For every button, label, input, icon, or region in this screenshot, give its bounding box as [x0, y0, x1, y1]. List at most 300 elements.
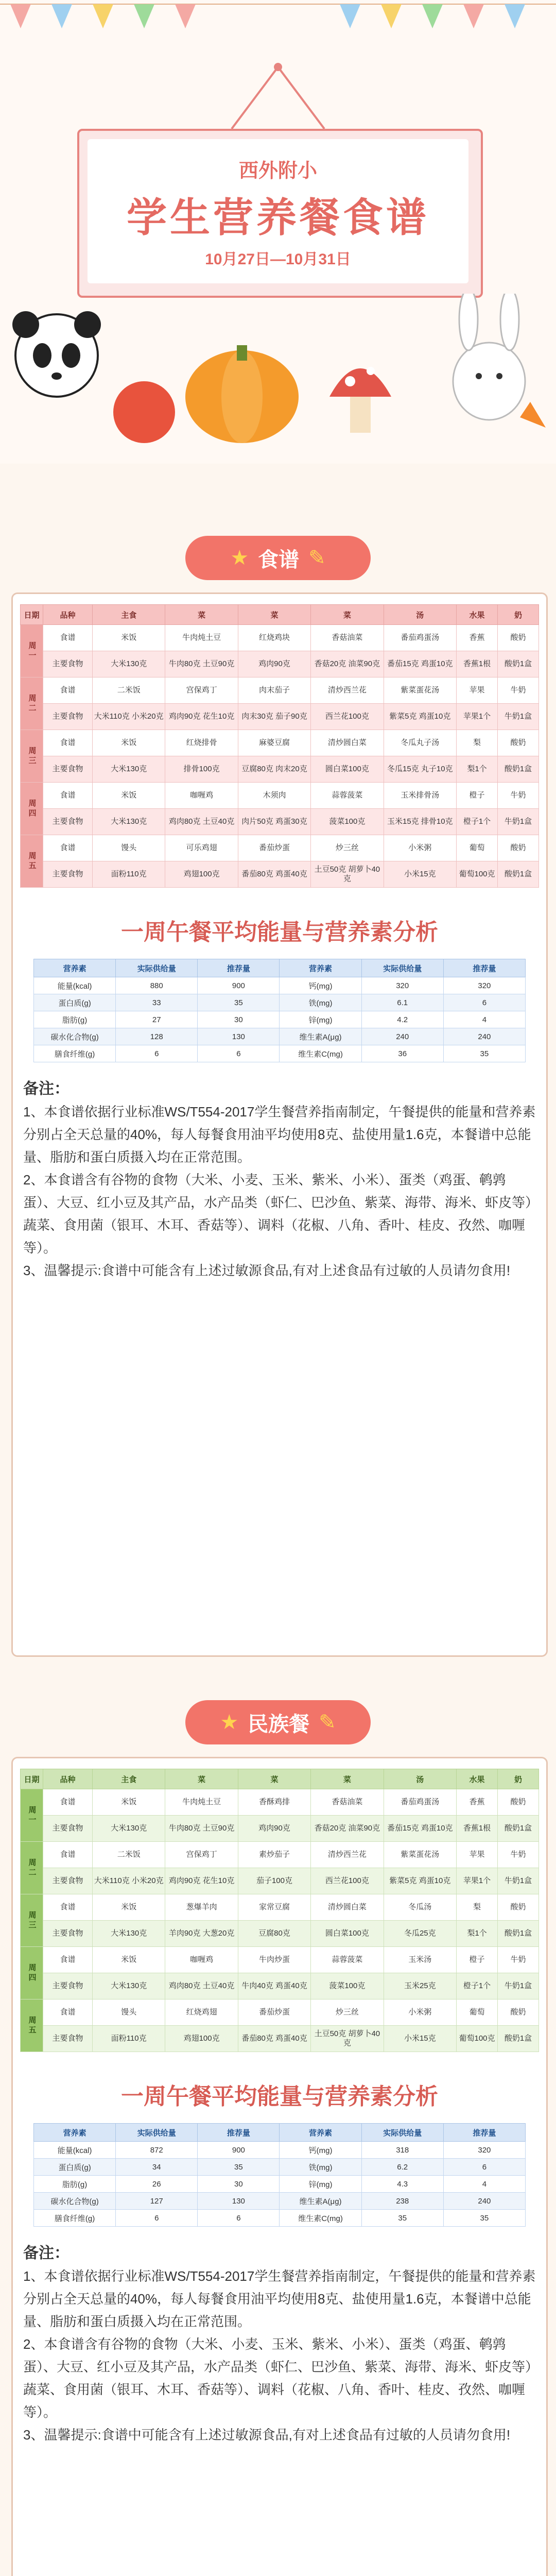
column-header: 推荐量	[443, 959, 525, 977]
table-row	[21, 625, 539, 651]
table-row	[21, 1947, 539, 1973]
table-row	[21, 730, 539, 756]
table-cell: 茄子100克	[238, 1868, 310, 1894]
table-cell: 冬瓜丸子汤	[384, 730, 456, 756]
menu-panel	[11, 592, 548, 1657]
table-cell: 酸奶	[498, 1894, 539, 1921]
table-cell: 牛奶	[498, 677, 539, 704]
table-cell: 35	[443, 1045, 525, 1062]
table-cell: 320	[443, 2142, 525, 2159]
analysis-2-table	[33, 2123, 526, 2227]
table-cell: 鸡肉90克 花生10克	[165, 704, 238, 730]
column-header: 菜	[165, 1769, 238, 1789]
table-cell: 豆腐80克 肉末20克	[238, 756, 310, 783]
table-cell: 冬瓜25克	[384, 1921, 456, 1947]
table-row	[21, 1973, 539, 1999]
table-cell: 35	[361, 2210, 443, 2227]
table-cell: 橙子	[457, 783, 498, 809]
analysis-2-header	[13, 2078, 546, 2111]
table-cell: 鸡肉90克 花生10克	[165, 1868, 238, 1894]
table-cell: 可乐鸡翅	[165, 835, 238, 861]
table-row	[21, 1789, 539, 1816]
table-cell: 26	[116, 2176, 198, 2193]
table-cell: 葡萄	[457, 1999, 498, 2026]
kind-cell: 食谱	[43, 1789, 93, 1816]
column-header: 主食	[93, 605, 165, 625]
column-header: 营养素	[34, 2124, 116, 2142]
column-header: 推荐量	[443, 2124, 525, 2142]
table-cell: 香蕉1根	[457, 651, 498, 677]
day-cell: 周二	[21, 677, 43, 730]
table-cell: 玉米15克 排骨10克	[384, 809, 456, 835]
ethnic-table-wrap	[20, 1769, 539, 2052]
table-cell: 酸奶	[498, 835, 539, 861]
table-cell: 维生素C(mg)	[280, 2210, 361, 2227]
table-cell: 玉米排骨汤	[384, 783, 456, 809]
table-cell: 素炒茄子	[238, 1842, 310, 1868]
table-row	[21, 704, 539, 730]
table-cell: 宫保鸡丁	[165, 1842, 238, 1868]
ethnic-table	[20, 1769, 539, 2052]
table-cell: 肉末茄子	[238, 677, 310, 704]
table-cell: 320	[361, 977, 443, 994]
table-cell: 238	[361, 2193, 443, 2210]
table-row	[21, 1921, 539, 1947]
menu-section-badge-wrap	[185, 536, 371, 580]
table-cell: 34	[116, 2159, 198, 2176]
table-cell: 番茄15克 鸡蛋10克	[384, 1816, 456, 1842]
table-cell: 128	[116, 1028, 198, 1045]
table-row	[21, 651, 539, 677]
analysis-2-header-row	[34, 2124, 526, 2142]
table-cell: 葡萄	[457, 835, 498, 861]
table-cell: 香蕉1根	[457, 1816, 498, 1842]
table-cell: 维生素A(μg)	[280, 2193, 361, 2210]
kind-cell: 主要食物	[43, 1868, 93, 1894]
table-cell: 蛋白质(g)	[34, 2159, 116, 2176]
kind-cell: 食谱	[43, 835, 93, 861]
table-cell: 鸡肉90克	[238, 1816, 310, 1842]
notes-2-item: 1、本食谱依据行业标准WS/T554-2017学生餐营养指南制定，午餐提供的能量和营养素分别占全天总量的40%，每人每餐食用油平均使用8克、盐使用量1.6克，本餐谱中总能量、脂肪和蛋白质摄入均在正常范围。	[23, 2268, 536, 2329]
star-icon: ★	[230, 547, 249, 569]
menu-table-body	[21, 625, 539, 888]
table-row	[34, 994, 526, 1011]
table-cell: 880	[116, 977, 198, 994]
table-cell: 面粉110克	[93, 2026, 165, 2052]
table-cell: 大米130克	[93, 1973, 165, 1999]
table-cell: 紫菜5克 鸡蛋10克	[384, 704, 456, 730]
table-cell: 大米130克	[93, 1816, 165, 1842]
table-cell: 二米饭	[93, 677, 165, 704]
table-row	[21, 1816, 539, 1842]
table-cell: 炒三丝	[311, 1999, 384, 2026]
column-header: 奶	[498, 1769, 539, 1789]
table-cell: 240	[443, 2193, 525, 2210]
table-cell: 牛奶	[498, 783, 539, 809]
table-cell: 大米110克 小米20克	[93, 704, 165, 730]
kind-cell: 食谱	[43, 1842, 93, 1868]
table-cell: 麻婆豆腐	[238, 730, 310, 756]
table-cell: 米饭	[93, 625, 165, 651]
table-cell: 苹果1个	[457, 1868, 498, 1894]
table-cell: 6	[198, 2210, 280, 2227]
table-cell: 900	[198, 977, 280, 994]
page-title: 学生营养餐食谱	[126, 195, 429, 240]
analysis-1-table-wrap	[33, 959, 526, 1062]
table-cell: 番茄鸡蛋汤	[384, 1789, 456, 1816]
table-cell: 4	[443, 2176, 525, 2193]
kind-cell: 主要食物	[43, 1973, 93, 1999]
column-header: 菜	[165, 605, 238, 625]
table-cell: 铁(mg)	[280, 994, 361, 1011]
kind-cell: 主要食物	[43, 651, 93, 677]
table-cell: 能量(kcal)	[34, 2142, 116, 2159]
day-cell: 周三	[21, 1894, 43, 1947]
table-cell: 酸奶1盒	[498, 1816, 539, 1842]
table-cell: 香菇油菜	[311, 625, 384, 651]
school-short-name: 西外附小	[238, 160, 317, 182]
notes-2-heading: 备注：	[23, 2245, 70, 2262]
column-header: 汤	[384, 605, 456, 625]
column-header: 水果	[457, 1769, 498, 1789]
notes-1-item: 3、温馨提示:食谱中可能含有上述过敏源食品,有对上述食品有过敏的人员请勿食用!	[23, 1263, 511, 1278]
analysis-1-title: 一周午餐平均能量与营养素分析	[121, 920, 438, 945]
column-header: 奶	[498, 605, 539, 625]
kind-cell: 主要食物	[43, 861, 93, 888]
notes-2-item: 2、本食谱含有谷物的食物（大米、小麦、玉米、紫米、小米）、蛋类（鸡蛋、鹌鹑蛋）、大豆、红小豆及其产品，水产品类（虾仁、巴沙鱼、紫菜、海带、海米、虾皮等）蔬菜、食用菌（银耳、木耳、香菇等）、调料（花椒、八角、香叶、桂皮、孜然、咖喱等）。	[23, 2336, 532, 2420]
table-cell: 大米130克	[93, 756, 165, 783]
table-row	[34, 2210, 526, 2227]
table-cell: 家常豆腐	[238, 1894, 310, 1921]
column-header: 推荐量	[198, 2124, 280, 2142]
table-cell: 牛肉炖土豆	[165, 625, 238, 651]
table-cell: 鸡翅100克	[165, 861, 238, 888]
menu-table-header	[21, 605, 539, 625]
table-cell: 小米粥	[384, 1999, 456, 2026]
table-cell: 能量(kcal)	[34, 977, 116, 994]
column-header: 营养素	[280, 2124, 361, 2142]
table-cell: 苹果1个	[457, 704, 498, 730]
kind-cell: 主要食物	[43, 1816, 93, 1842]
table-row	[21, 1894, 539, 1921]
table-cell: 番茄80克 鸡蛋40克	[238, 861, 310, 888]
menu-table-wrap	[20, 604, 539, 888]
day-cell: 周一	[21, 625, 43, 677]
day-cell: 周五	[21, 1999, 43, 2052]
table-cell: 肉片50克 鸡蛋30克	[238, 809, 310, 835]
notes-1-heading: 备注：	[23, 1080, 70, 1097]
table-cell: 梨1个	[457, 756, 498, 783]
table-cell: 大米130克	[93, 809, 165, 835]
table-cell: 牛奶1盒	[498, 1973, 539, 1999]
table-cell: 318	[361, 2142, 443, 2159]
table-cell: 木须肉	[238, 783, 310, 809]
table-cell: 牛肉炖土豆	[165, 1789, 238, 1816]
table-cell: 番茄炒蛋	[238, 1999, 310, 2026]
table-row	[21, 835, 539, 861]
table-cell: 冬瓜15克 丸子10克	[384, 756, 456, 783]
kind-cell: 食谱	[43, 1894, 93, 1921]
kind-cell: 主要食物	[43, 756, 93, 783]
table-cell: 西兰花100克	[311, 704, 384, 730]
table-cell: 番茄炒蛋	[238, 835, 310, 861]
table-cell: 320	[443, 977, 525, 994]
table-cell: 红烧排骨	[165, 730, 238, 756]
table-cell: 4.3	[361, 2176, 443, 2193]
table-cell: 玉米25克	[384, 1973, 456, 1999]
pencil-icon: ✎	[308, 547, 326, 569]
kind-cell: 主要食物	[43, 704, 93, 730]
star-icon: ★	[220, 1711, 239, 1734]
table-row	[21, 809, 539, 835]
table-cell: 紫菜蛋花汤	[384, 677, 456, 704]
table-cell: 牛肉炒蛋	[238, 1947, 310, 1973]
table-cell: 香蕉	[457, 625, 498, 651]
table-cell: 膳食纤维(g)	[34, 1045, 116, 1062]
analysis-2-title: 一周午餐平均能量与营养素分析	[121, 2084, 438, 2109]
table-cell: 脂肪(g)	[34, 2176, 116, 2193]
table-cell: 35	[443, 2210, 525, 2227]
table-cell: 梨1个	[457, 1921, 498, 1947]
table-cell: 127	[116, 2193, 198, 2210]
table-cell: 鸡肉90克	[238, 651, 310, 677]
notes-1-item: 1、本食谱依据行业标准WS/T554-2017学生餐营养指南制定，午餐提供的能量和营养素分别占全天总量的40%，每人每餐食用油平均使用8克、盐使用量1.6克，本餐谱中总能量、脂肪和蛋白质摄入均在正常范围。	[23, 1104, 536, 1165]
table-cell: 西兰花100克	[311, 1868, 384, 1894]
table-cell: 苹果	[457, 1842, 498, 1868]
table-cell: 小米粥	[384, 835, 456, 861]
table-cell: 米饭	[93, 730, 165, 756]
table-cell: 酸奶	[498, 625, 539, 651]
table-cell: 番茄鸡蛋汤	[384, 625, 456, 651]
table-cell: 35	[198, 2159, 280, 2176]
analysis-1-header-row	[34, 959, 526, 977]
day-cell: 周四	[21, 783, 43, 835]
table-cell: 橙子1个	[457, 809, 498, 835]
table-cell: 香菇20克 油菜90克	[311, 651, 384, 677]
day-cell: 周二	[21, 1842, 43, 1894]
table-cell: 蛋白质(g)	[34, 994, 116, 1011]
table-cell: 红烧鸡翅	[165, 1999, 238, 2026]
table-cell: 馒头	[93, 1999, 165, 2026]
table-cell: 锌(mg)	[280, 1011, 361, 1028]
column-header: 品种	[43, 1769, 93, 1789]
table-cell: 番茄15克 鸡蛋10克	[384, 651, 456, 677]
notes-2-item: 3、温馨提示:食谱中可能含有上述过敏源食品,有对上述食品有过敏的人员请勿食用!	[23, 2427, 511, 2443]
table-cell: 维生素C(mg)	[280, 1045, 361, 1062]
analysis-2-body	[34, 2142, 526, 2227]
ethnic-section-badge-wrap	[185, 1700, 371, 1744]
table-cell: 钙(mg)	[280, 977, 361, 994]
column-header: 品种	[43, 605, 93, 625]
ethnic-table-header	[21, 1769, 539, 1789]
column-header: 实际供给量	[116, 959, 198, 977]
table-cell: 鸡肉80克 土豆40克	[165, 1973, 238, 1999]
table-cell: 羊肉90克 大葱20克	[165, 1921, 238, 1947]
kind-cell: 食谱	[43, 730, 93, 756]
table-cell: 清炒圆白菜	[311, 730, 384, 756]
table-cell: 4.2	[361, 1011, 443, 1028]
column-header: 日期	[21, 605, 43, 625]
table-cell: 牛奶	[498, 1842, 539, 1868]
table-cell: 葱爆羊肉	[165, 1894, 238, 1921]
table-cell: 130	[198, 1028, 280, 1045]
table-cell: 香蕉	[457, 1789, 498, 1816]
table-row	[21, 756, 539, 783]
table-cell: 872	[116, 2142, 198, 2159]
table-cell: 240	[443, 1028, 525, 1045]
table-cell: 圆白菜100克	[311, 756, 384, 783]
day-cell: 周五	[21, 835, 43, 888]
table-cell: 豆腐80克	[238, 1921, 310, 1947]
table-cell: 6	[116, 1045, 198, 1062]
table-cell: 米饭	[93, 1947, 165, 1973]
table-cell: 肉末30克 茄子90克	[238, 704, 310, 730]
column-header: 日期	[21, 1769, 43, 1789]
table-cell: 苹果	[457, 677, 498, 704]
table-cell: 香菇油菜	[311, 1789, 384, 1816]
table-cell: 33	[116, 994, 198, 1011]
table-cell: 240	[361, 1028, 443, 1045]
table-cell: 红烧鸡块	[238, 625, 310, 651]
table-cell: 4	[443, 1011, 525, 1028]
table-cell: 冬瓜汤	[384, 1894, 456, 1921]
table-cell: 二米饭	[93, 1842, 165, 1868]
table-cell: 小米15克	[384, 2026, 456, 2052]
table-row	[34, 1011, 526, 1028]
table-cell: 鸡翅100克	[165, 2026, 238, 2052]
table-row	[34, 2176, 526, 2193]
table-cell: 小米15克	[384, 861, 456, 888]
analysis-2-table-wrap	[33, 2123, 526, 2227]
table-cell: 6.1	[361, 994, 443, 1011]
table-cell: 橙子	[457, 1947, 498, 1973]
table-cell: 圆白菜100克	[311, 1921, 384, 1947]
column-header: 实际供给量	[361, 959, 443, 977]
kind-cell: 食谱	[43, 625, 93, 651]
table-cell: 牛肉80克 土豆90克	[165, 651, 238, 677]
table-cell: 6	[443, 2159, 525, 2176]
column-header: 实际供给量	[116, 2124, 198, 2142]
table-cell: 葡萄100克	[457, 861, 498, 888]
table-cell: 6	[443, 994, 525, 1011]
table-cell: 土豆50克 胡萝卜40克	[311, 2026, 384, 2052]
table-row	[21, 677, 539, 704]
table-row	[34, 2193, 526, 2210]
table-cell: 咖喱鸡	[165, 783, 238, 809]
kind-cell: 食谱	[43, 1999, 93, 2026]
table-cell: 米饭	[93, 783, 165, 809]
column-header: 水果	[457, 605, 498, 625]
ethnic-section-title: 民族餐	[248, 1713, 310, 1736]
table-cell: 清炒圆白菜	[311, 1894, 384, 1921]
bunting-decoration	[0, 0, 556, 36]
ethnic-section-badge	[185, 1700, 371, 1744]
table-cell: 排骨100克	[165, 756, 238, 783]
table-cell: 130	[198, 2193, 280, 2210]
table-cell: 36	[361, 1045, 443, 1062]
table-cell: 葡萄100克	[457, 2026, 498, 2052]
hero-header	[0, 0, 556, 464]
table-cell: 牛肉40克 鸡蛋40克	[238, 1973, 310, 1999]
table-cell: 维生素A(μg)	[280, 1028, 361, 1045]
hanging-sign-hook	[221, 62, 335, 129]
analysis-1-header	[13, 913, 546, 946]
ethnic-table-body	[21, 1789, 539, 2052]
table-cell: 锌(mg)	[280, 2176, 361, 2193]
table-cell: 酸奶1盒	[498, 861, 539, 888]
date-range: 10月27日—10月31日	[205, 251, 351, 268]
table-cell: 米饭	[93, 1789, 165, 1816]
table-cell: 酸奶1盒	[498, 1921, 539, 1947]
column-header: 菜	[238, 605, 310, 625]
table-cell: 米饭	[93, 1894, 165, 1921]
column-header: 营养素	[280, 959, 361, 977]
table-cell: 菠菜100克	[311, 1973, 384, 1999]
table-cell: 土豆50克 胡萝卜40克	[311, 861, 384, 888]
table-cell: 牛奶1盒	[498, 1868, 539, 1894]
table-cell: 6	[116, 2210, 198, 2227]
table-cell: 清炒西兰花	[311, 677, 384, 704]
column-header: 菜	[238, 1769, 310, 1789]
table-cell: 梨	[457, 730, 498, 756]
table-row	[21, 1868, 539, 1894]
day-cell: 周三	[21, 730, 43, 783]
column-header: 实际供给量	[361, 2124, 443, 2142]
table-cell: 紫菜5克 鸡蛋10克	[384, 1868, 456, 1894]
column-header: 菜	[311, 1769, 384, 1789]
food-illustration	[0, 294, 556, 448]
column-header: 营养素	[34, 959, 116, 977]
table-cell: 炒三丝	[311, 835, 384, 861]
table-cell: 酸奶	[498, 1999, 539, 2026]
kind-cell: 食谱	[43, 1947, 93, 1973]
table-cell: 紫菜蛋花汤	[384, 1842, 456, 1868]
table-cell: 馒头	[93, 835, 165, 861]
table-cell: 脂肪(g)	[34, 1011, 116, 1028]
menu-section-title: 食谱	[258, 548, 300, 571]
table-cell: 6	[198, 1045, 280, 1062]
table-cell: 番茄80克 鸡蛋40克	[238, 2026, 310, 2052]
table-cell: 咖喱鸡	[165, 1947, 238, 1973]
table-cell: 35	[198, 994, 280, 1011]
table-cell: 蒜蓉菠菜	[311, 783, 384, 809]
table-cell: 30	[198, 1011, 280, 1028]
table-cell: 铁(mg)	[280, 2159, 361, 2176]
table-row	[21, 1999, 539, 2026]
notes-2	[23, 2242, 536, 2446]
table-cell: 30	[198, 2176, 280, 2193]
table-cell: 玉米汤	[384, 1947, 456, 1973]
table-cell: 香菇20克 油菜90克	[311, 1816, 384, 1842]
table-cell: 橙子1个	[457, 1973, 498, 1999]
table-row	[21, 783, 539, 809]
column-header: 菜	[311, 605, 384, 625]
column-header: 汤	[384, 1769, 456, 1789]
table-cell: 牛肉80克 土豆90克	[165, 1816, 238, 1842]
kind-cell: 主要食物	[43, 2026, 93, 2052]
column-header: 主食	[93, 1769, 165, 1789]
table-cell: 膳食纤维(g)	[34, 2210, 116, 2227]
table-cell: 菠菜100克	[311, 809, 384, 835]
table-cell: 酸奶	[498, 1789, 539, 1816]
table-cell: 牛奶1盒	[498, 809, 539, 835]
menu-section-badge	[185, 536, 371, 580]
table-cell: 酸奶1盒	[498, 2026, 539, 2052]
kind-cell: 主要食物	[43, 809, 93, 835]
notes-1	[23, 1078, 536, 1282]
table-cell: 酸奶	[498, 730, 539, 756]
table-cell: 大米130克	[93, 1921, 165, 1947]
